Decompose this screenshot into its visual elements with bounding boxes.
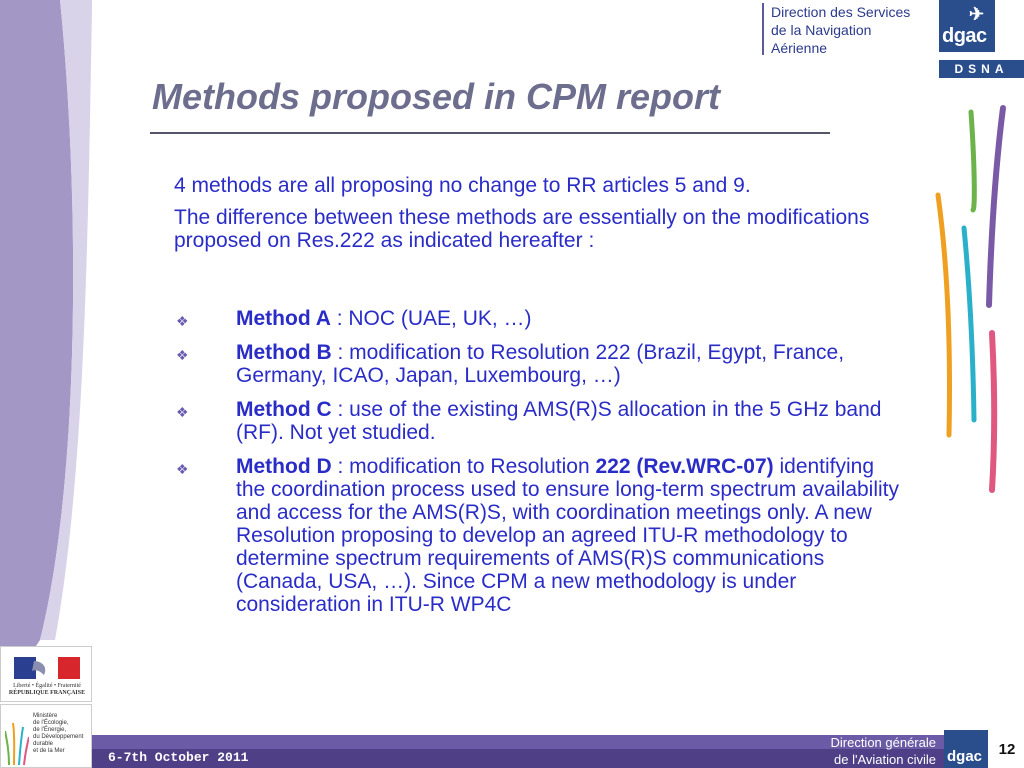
diamond-bullet-icon: ❖: [176, 461, 189, 477]
resolution-reference: 222 (Rev.WRC-07): [595, 455, 774, 478]
method-description: : modification to Resolution 222 (Brazil, Egypt, France, Germany, ICAO, Japan, Luxembourg, …): [236, 341, 845, 387]
dsna-label: DSNA: [939, 60, 1024, 78]
footer-organisation: [770, 734, 936, 768]
diamond-bullet-icon: ❖: [176, 313, 189, 329]
method-label: Method D: [236, 455, 332, 478]
header-organisation: [762, 3, 939, 55]
method-description-end: identifying the coordination process used to ensure long-term spectrum availability and access for the AMS(R)S, with coordination meetings only. A new Resolution proposing to develop an agreed ITU-R methodology to determine spectrum requirements of AMS(R)S communications (Canada, USA, …). Since CPM a new methodology is under consideration in ITU-R WP4C: [236, 455, 900, 616]
methods-list: [174, 307, 904, 627]
rf-name: RÉPUBLIQUE FRANÇAISE: [8, 690, 86, 696]
footer-date: 6-7th October 2011: [108, 750, 249, 765]
footer-dgac-logo: [944, 730, 988, 768]
method-label: Method B: [236, 341, 332, 364]
title-underline: [150, 132, 830, 134]
grass-icon: [5, 711, 29, 765]
rf-text: [5, 683, 89, 697]
rf-motto: Liberté • Égalité • Fraternité: [13, 683, 81, 689]
ministry-line: du Développement: [33, 734, 84, 740]
marianne-flag-icon: [14, 657, 80, 679]
republique-francaise-logo: [0, 646, 92, 702]
slide-title: Methods proposed in CPM report: [152, 76, 721, 117]
method-label: Method C: [236, 398, 332, 421]
list-item: [174, 341, 904, 387]
page-number: 12: [992, 738, 1022, 766]
bird-icon: ✈: [969, 4, 985, 24]
dgac-logo: [939, 0, 995, 52]
ministry-line: et de la Mer: [33, 748, 65, 754]
diamond-bullet-icon: ❖: [176, 347, 189, 363]
decorative-stripes: [925, 90, 1024, 510]
intro-paragraph-2: The difference between these methods are essentially on the modifications proposed on Res.222 as indicated hereafter :: [174, 206, 870, 252]
method-description: : use of the existing AMS(R)S allocation in the 5 GHz band (RF). Not yet studied.: [236, 398, 882, 444]
ministry-line: durable: [33, 741, 54, 747]
ministry-text: [33, 713, 83, 755]
header-org-line2: de la Navigation: [771, 22, 872, 38]
footer-org-line2: de l'Aviation civile: [834, 752, 936, 767]
list-item: [174, 398, 904, 444]
intro-text: [174, 174, 894, 261]
method-description: : NOC (UAE, UK, …): [330, 307, 532, 330]
ministry-line: de l'Énergie,: [33, 727, 67, 733]
footer-logo-text: dgac: [947, 748, 983, 765]
ministry-line: Ministère: [33, 713, 58, 719]
ministry-logo: [0, 704, 92, 768]
diamond-bullet-icon: ❖: [176, 404, 189, 420]
footer-org-line1: Direction générale: [830, 735, 936, 750]
ministry-line: de l'Écologie,: [33, 720, 69, 726]
header-org-line3: Aérienne: [771, 40, 828, 56]
list-item: [174, 307, 904, 330]
intro-paragraph-1: 4 methods are all proposing no change to RR articles 5 and 9.: [174, 174, 751, 197]
method-label: Method A: [236, 307, 331, 330]
list-item: [174, 455, 904, 616]
dgac-logo-text: dgac: [942, 25, 987, 47]
header-org-line1: Direction des Services: [771, 4, 911, 20]
method-description-start: : modification to Resolution: [331, 455, 596, 478]
